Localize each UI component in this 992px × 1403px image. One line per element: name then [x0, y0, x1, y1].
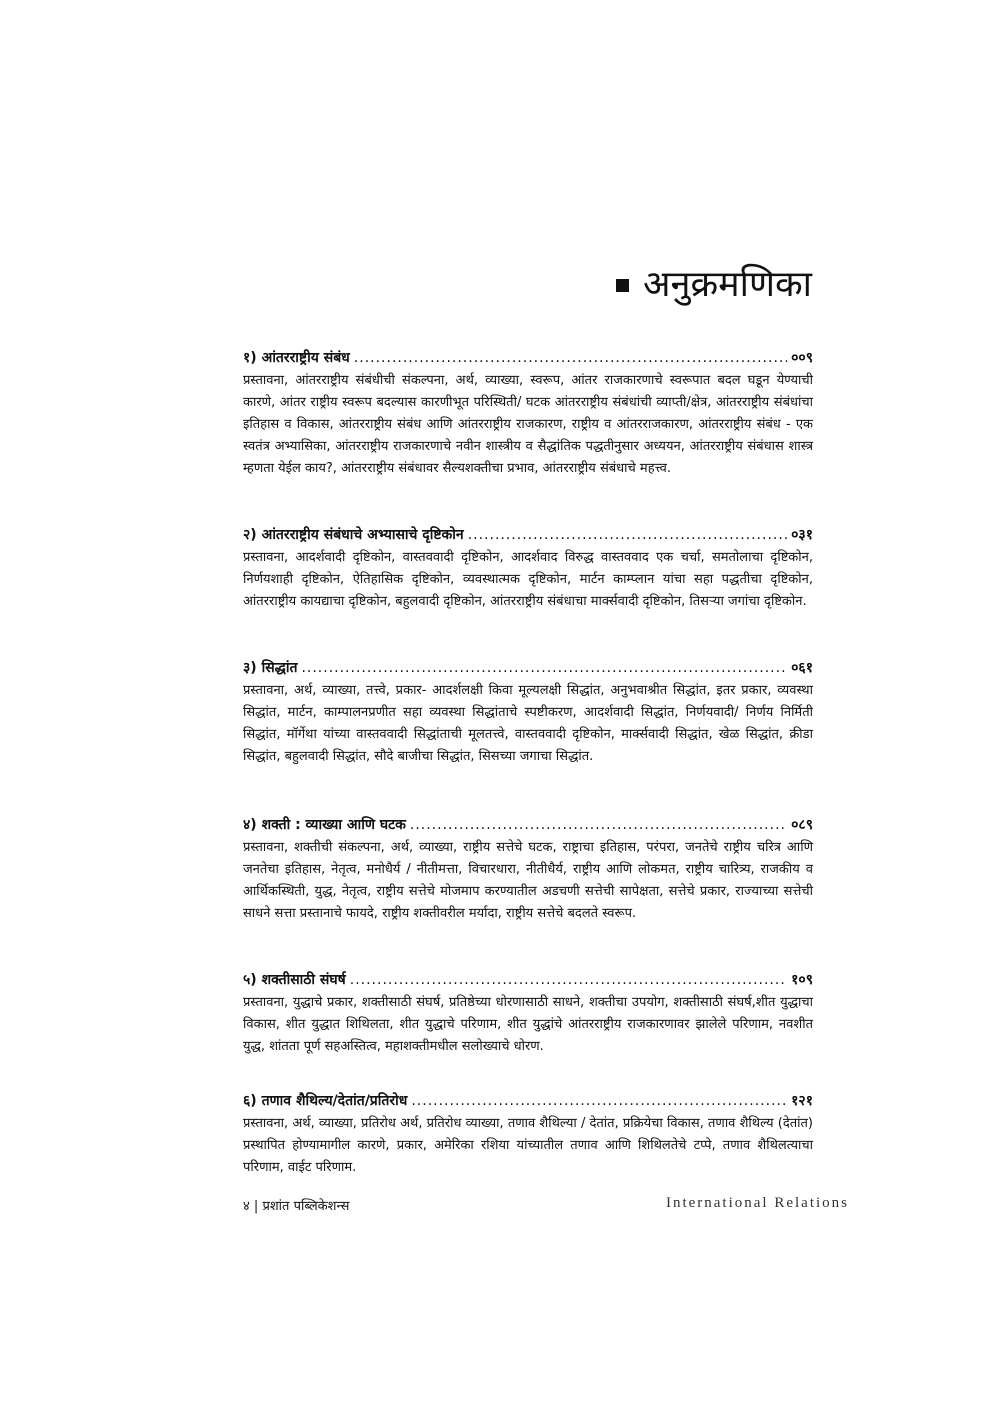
entry-number: ६)	[243, 1093, 257, 1109]
entry-page: ००९	[791, 350, 813, 366]
toc-entry-3[interactable]	[243, 658, 813, 768]
entry-description: प्रस्तावना, अर्थ, व्याख्या, प्रतिरोध अर्थ, प्रतिरोध व्याख्या, तणाव शैथिल्या / देतांत, प्रक्रियेचा विकास, तणाव शैथिल्य (देतांत) प्रस्थापित होण्यामागील कारणे, प्रकार, अमेरिका रशिया यांच्यातील तणाव आणि शिथिलतेचे टप्पे, तणाव शैथिलत्याचा परिणाम, वाईट परिणाम.	[243, 1116, 813, 1175]
entry-number: १)	[243, 350, 257, 366]
entry-description: प्रस्तावना, शक्तीची संकल्पना, अर्थ, व्याख्या, राष्ट्रीय सत्तेचे घटक, राष्ट्राचा इतिहास, परंपरा, जनतेचे राष्ट्रीय चरित्र आणि जनतेचा इतिहास, नेतृत्व, मनोधैर्य / नीतीमत्ता, विचारधारा, नीतीधैर्य, राष्ट्रीय आणि लोकमत, राष्ट्रीय चारित्र्य, राजकीय व आर्थिकस्थिती, युद्ध, नेतृत्व, राष्ट्रीय सत्तेचे मोजमाप करण्यातील अडचणी सत्तेची सापेक्षता, सत्तेचे प्रकार, राज्याच्या सत्तेची साधने सत्ता प्रस्तानाचे फायदे, राष्ट्रीय शक्तीवरील मर्यादा, राष्ट्रीय सत्तेचे बदलते स्वरूप.	[243, 840, 813, 921]
page-title	[616, 258, 812, 307]
title-text: अनुक्रमणिका	[643, 264, 812, 305]
entry-description: प्रस्तावना, आदर्शवादी दृष्टिकोन, वास्तववादी दृष्टिकोन, आदर्शवाद विरुद्ध वास्तववाद एक चर्चा, समतोलाचा दृष्टिकोन, निर्णयशाही दृष्टिकोन, ऐतिहासिक दृष्टिकोन, व्यवस्थात्मक दृष्टिकोन, मार्टन काम्प्लान यांचा सहा पद्धतीचा दृष्टिकोन, आंतरराष्ट्रीय कायद्याचा दृष्टिकोन, बहुलवादी दृष्टिकोन, आंतरराष्ट्रीय संबंधाचा मार्क्सवादी दृष्टिकोन, तिसऱ्या जगांचा दृष्टिकोन.	[243, 550, 813, 609]
entry-page: १२१	[791, 1093, 813, 1109]
toc-entry-6[interactable]	[243, 1091, 813, 1179]
entry-heading: सिद्धांत	[261, 660, 298, 676]
dot-leader	[468, 525, 787, 545]
dot-leader	[350, 970, 787, 990]
entry-number: ४)	[243, 817, 257, 833]
toc-entry-2[interactable]	[243, 525, 813, 613]
dot-leader	[411, 1091, 787, 1111]
dot-leader	[410, 815, 787, 835]
entry-heading: शक्ती : व्याख्या आणि घटक	[261, 817, 406, 833]
square-bullet-icon	[616, 279, 629, 292]
entry-description: प्रस्तावना, अर्थ, व्याख्या, तत्त्वे, प्रकार- आदर्शलक्षी किवा मूल्यलक्षी सिद्धांत, अनुभवाश्रीत सिद्धांत, इतर प्रकार, व्यवस्था सिद्धांत, मार्टन, काम्पालनप्रणीत सहा व्यवस्था सिद्धांताचे स्पष्टीकरण, आदर्शवादी सिद्धांत, निर्णयवादी/ निर्णय निर्मिती सिद्धांत, मॉर्गेथा यांच्या वास्तववादी सिद्धांताची मूलतत्त्वे, वास्तववादी दृष्टिकोन, मार्क्सवादी सिद्धांत, खेळ सिद्धांत, क्रीडा सिद्धांत, बहुलवादी सिद्धांत, सौदे बाजीचा सिद्धांत, सिसच्या जगाचा सिद्धांत.	[243, 683, 813, 764]
entry-description: प्रस्तावना, आंतरराष्ट्रीय संबंधीची संकल्पना, अर्थ, व्याख्या, स्वरूप, आंतर राजकारणाचे स्वरूपात बदल घडून येण्याची कारणे, आंतर राष्ट्रीय स्वरूप बदल्यास कारणीभूत परिस्थिती/ घटक आंतरराष्ट्रीय संबंधांची व्याप्ती/क्षेत्र, आंतरराष्ट्रीय संबंधांचा इतिहास व विकास, आंतरराष्ट्रीय संबंध आणि आंतरराष्ट्रीय राजकारण, राष्ट्रीय व आंतरराजकारण, आंतरराष्ट्रीय संबंध - एक स्वतंत्र अभ्यासिका, आंतरराष्ट्रीय राजकारणाचे नवीन शास्त्रीय व सैद्धांतिक पद्धतीनुसार अध्ययन, आंतरराष्ट्रीय संबंधास शास्त्र म्हणता येईल काय?, आंतरराष्ट्रीय संबंधावर सैल्यशक्तीचा प्रभाव, आंतरराष्ट्रीय संबंधाचे महत्त्व.	[243, 373, 813, 476]
entry-page: ०३१	[791, 527, 813, 543]
entry-page: ०८९	[791, 817, 813, 833]
entry-heading: शक्तीसाठी संघर्ष	[261, 972, 346, 988]
entry-heading: आंतरराष्ट्रीय संबंधाचे अभ्यासाचे दृष्टिकोन	[261, 527, 464, 543]
footer-publisher-name: प्रशांत पब्लिकेशन्स	[262, 1199, 350, 1214]
toc-entry-1[interactable]	[243, 348, 813, 480]
entry-number: ५)	[243, 972, 257, 988]
toc-entry-5[interactable]	[243, 970, 813, 1058]
entry-description: प्रस्तावना, युद्धाचे प्रकार, शक्तीसाठी संघर्ष, प्रतिष्ठेच्या धोरणासाठी साधने, शक्तीचा उपयोग, शक्तीसाठी संघर्ष,शीत युद्धाचा विकास, शीत युद्धात शिथिलता, शीत युद्धाचे परिणाम, शीत युद्धांचे आंतरराष्ट्रीय राजकारणावर झालेले परिणाम, नवशीत युद्ध, शांतता पूर्ण सहअस्तित्व, महाशक्तीमधील सलोख्याचे धोरण.	[243, 995, 813, 1054]
entry-page: ०६१	[791, 660, 813, 676]
dot-leader	[354, 348, 787, 368]
footer-page-number: ४	[243, 1199, 250, 1214]
dot-leader	[301, 658, 787, 678]
footer-publisher	[243, 1196, 349, 1214]
entry-number: २)	[243, 527, 257, 543]
entry-page: १०९	[791, 972, 813, 988]
toc-entry-4[interactable]	[243, 815, 813, 925]
entry-heading: आंतरराष्ट्रीय संबंध	[261, 350, 350, 366]
footer-separator: |	[253, 1199, 259, 1214]
entry-heading: तणाव शैथिल्य/देतांत/प्रतिरोध	[261, 1093, 408, 1109]
footer-book-title: International Relations	[665, 1195, 849, 1211]
entry-number: ३)	[243, 660, 257, 676]
